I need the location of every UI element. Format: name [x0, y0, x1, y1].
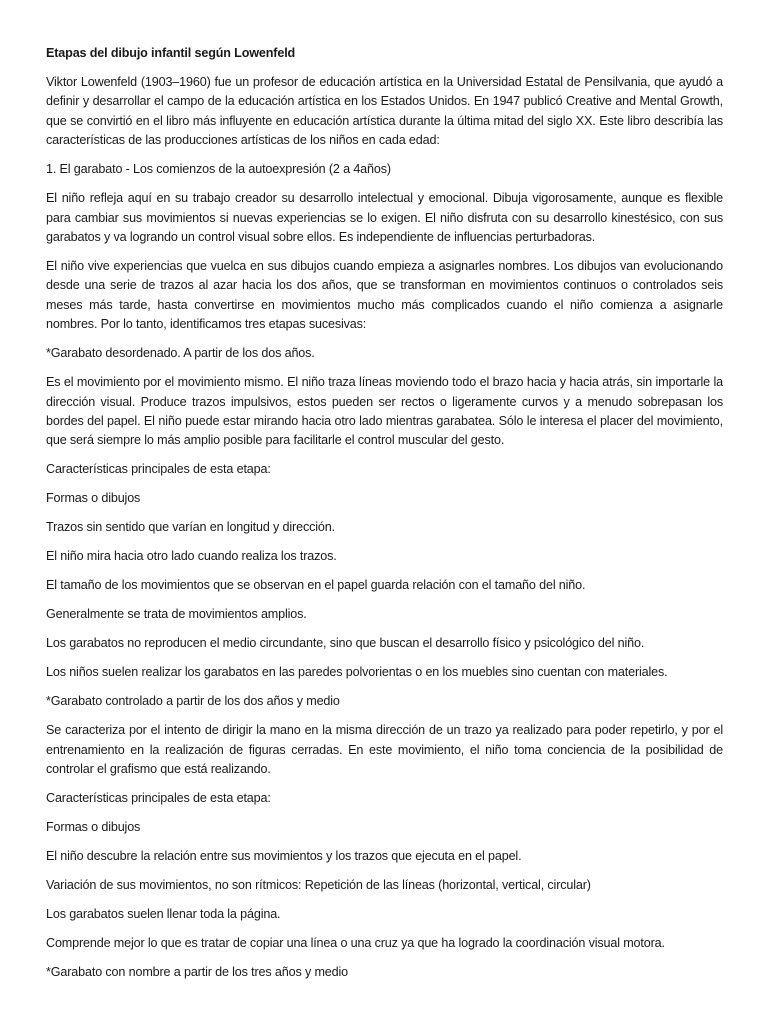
subheading-garabato-controlado: *Garabato controlado a partir de los dos años y medio: [46, 694, 340, 709]
list-item: El niño mira hacia otro lado cuando realiza los trazos.: [46, 549, 337, 564]
list-item: El tamaño de los movimientos que se observan en el papel guarda relación con el tamaño del niño.: [46, 578, 586, 593]
paragraph: El niño refleja aquí en su trabajo creador su desarrollo intelectual y emocional. Dibuja vigorosamente, aunque es flexible para cambiar sus movimientos si nuevas experiencias se lo exigen. El niño disfruta con su desarrollo kinestésico, con sus garabatos y va logrando un control visual sobre ellos. Es independiente de influencias perturbadoras.: [46, 191, 723, 245]
list-item: Variación de sus movimientos, no son rítmicos: Repetición de las líneas (horizontal, vertical, circular): [46, 878, 591, 893]
list-item: Los niños suelen realizar los garabatos en las paredes polvorientas o en los muebles sino cuentan con materiales.: [46, 665, 668, 680]
list-item: Comprende mejor lo que es tratar de copiar una línea o una cruz ya que ha logrado la coordinación visual motora.: [46, 936, 665, 951]
list-subheading: Formas o dibujos: [46, 820, 141, 835]
list-heading: Características principales de esta etapa:: [46, 462, 271, 477]
list-item: Trazos sin sentido que varían en longitud y dirección.: [46, 520, 335, 535]
list-item: Los garabatos no reproducen el medio circundante, sino que buscan el desarrollo físico y psicológico del niño.: [46, 636, 645, 651]
document-title: Etapas del dibujo infantil según Lowenfeld: [46, 46, 296, 60]
paragraph: El niño vive experiencias que vuelca en sus dibujos cuando empieza a asignarles nombres. Los dibujos van evolucionando desde una serie de trazos al azar hacia los dos años, que se transforman en movimientos continuos o controlados seis meses más tarde, hasta convertirse en movimientos mucho más complicados cuando el niño comienza a asignarle nombres. Por lo tanto, identificamos tres etapas sucesivas:: [46, 259, 723, 332]
list-heading: Características principales de esta etapa:: [46, 791, 271, 806]
section-heading-garabato: 1. El garabato - Los comienzos de la autoexpresión (2 a 4años): [46, 162, 391, 177]
list-item: Los garabatos suelen llenar toda la página.: [46, 907, 281, 922]
list-item: Generalmente se trata de movimientos amplios.: [46, 607, 307, 622]
subheading-garabato-desordenado: *Garabato desordenado. A partir de los dos años.: [46, 346, 315, 361]
paragraph: Es el movimiento por el movimiento mismo. El niño traza líneas moviendo todo el brazo hacia y hacia atrás, sin importarle la dirección visual. Produce trazos impulsivos, estos pueden ser rectos o ligeramente curvos y a menudo sobrepasan los bordes del papel. El niño puede estar mirando hacia otro lado mientras garabatea. Sólo le interesa el placer del movimiento, que será siempre lo más amplio posible para facilitarle el control muscular del gesto.: [46, 375, 723, 448]
subheading-garabato-con-nombre: *Garabato con nombre a partir de los tres años y medio: [46, 965, 349, 980]
document-page: [46, 44, 723, 992]
paragraph-intro: Viktor Lowenfeld (1903–1960) fue un profesor de educación artística en la Universidad Estatal de Pensilvania, que ayudó a definir y desarrollar el campo de la educación artística en los Estados Unidos. En 1947 publicó Creative and Mental Growth, que se convirtió en el libro más influyente en educación artística durante la última mitad del siglo XX. Este libro describía las características de las producciones artísticas de los niños en cada edad:: [46, 75, 723, 148]
paragraph: Se caracteriza por el intento de dirigir la mano en la misma dirección de un trazo ya realizado para poder repetirlo, y por el entrenamiento en la realización de figuras cerradas. En este movimiento, el niño toma conciencia de la posibilidad de controlar el grafismo que está realizando.: [46, 723, 723, 777]
list-subheading: Formas o dibujos: [46, 491, 141, 506]
list-item: El niño descubre la relación entre sus movimientos y los trazos que ejecuta en el papel.: [46, 849, 522, 864]
